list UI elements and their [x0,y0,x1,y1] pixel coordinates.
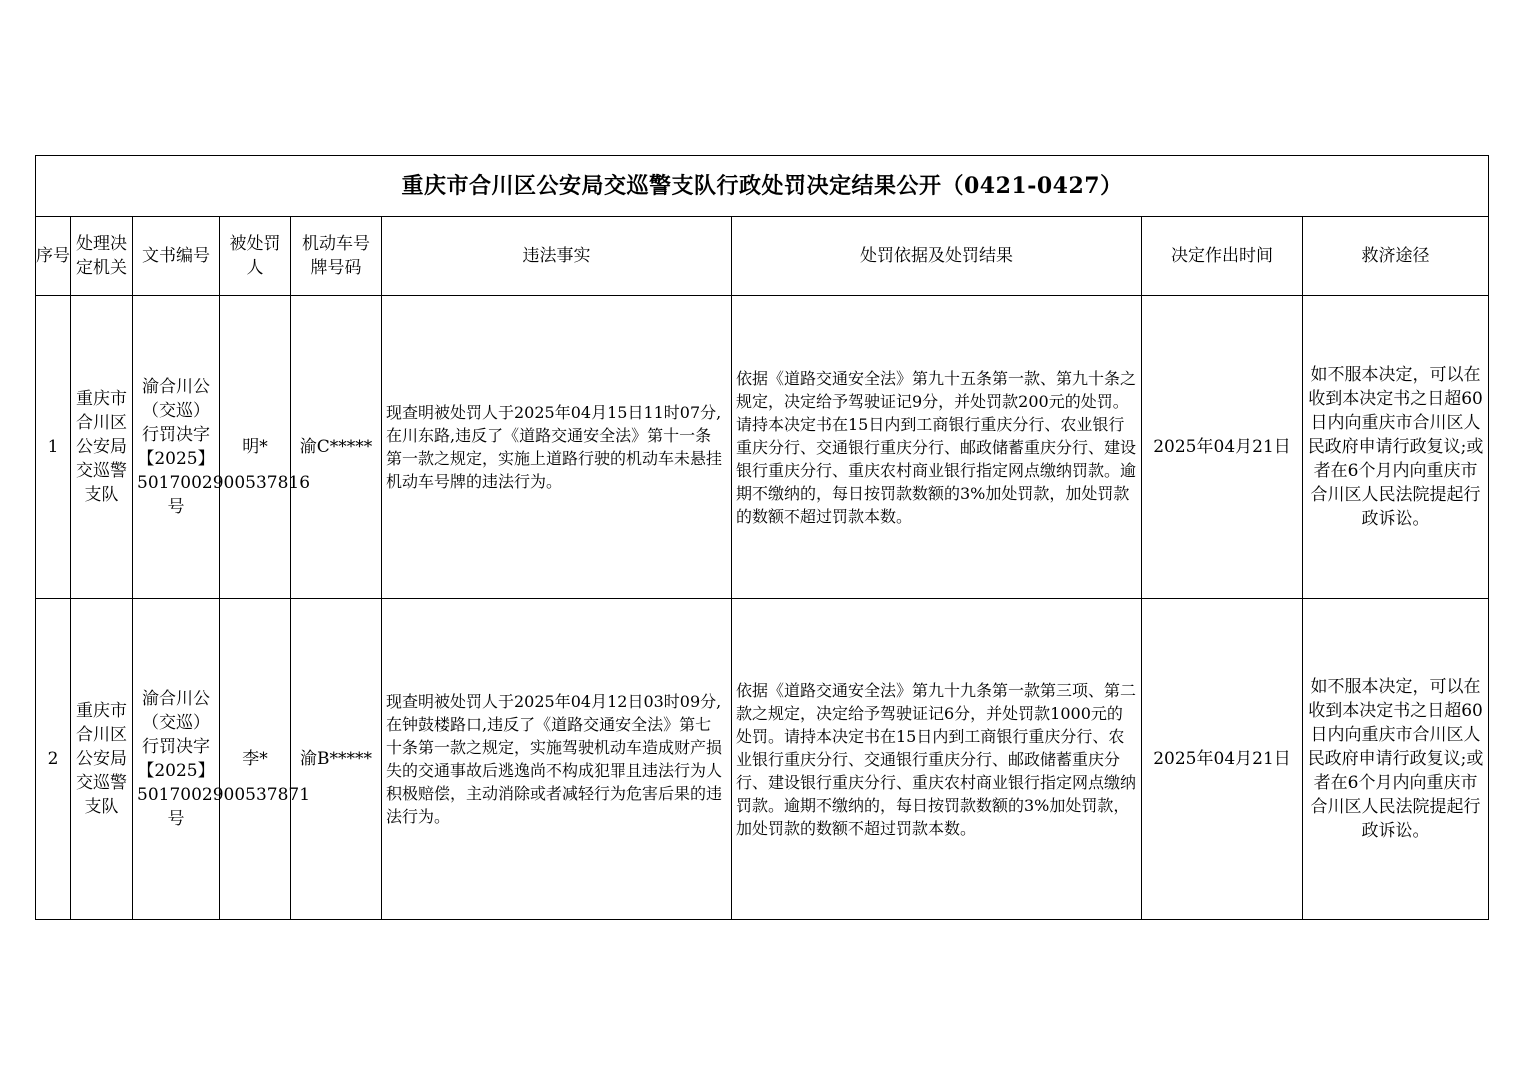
penalty-table [35,155,1489,920]
page-title: 重庆市合川区公安局交巡警支队行政处罚决定结果公开（0421-0427） [36,156,1489,217]
row-authority: 重庆市合川区公安局交巡警支队 [71,599,133,920]
header-basis: 处罚依据及处罚结果 [732,217,1142,296]
row-date: 2025年04月21日 [1142,599,1303,920]
table-row [36,296,1489,599]
row-doc-no: 渝合川公（交巡）行罚决字【2025】5017002900537871号 [133,599,220,920]
row-seq: 1 [36,296,71,599]
row-seq: 2 [36,599,71,920]
header-doc-no: 文书编号 [133,217,220,296]
header-seq: 序号 [36,217,71,296]
row-basis: 依据《道路交通安全法》第九十五条第一款、第九十条之规定，决定给予驾驶证记9分，并处罚款200元的处罚。请持本决定书在15日内到工商银行重庆分行、农业银行重庆分行、交通银行重庆分行、邮政储蓄重庆分行、建设银行重庆分行、重庆农村商业银行指定网点缴纳罚款。逾期不缴纳的，每日按罚款数额的3%加处罚款，加处罚款的数额不超过罚款本数。 [732,296,1142,599]
table-row [36,599,1489,920]
header-date: 决定作出时间 [1142,217,1303,296]
row-plate: 渝C***** [291,296,382,599]
row-doc-no: 渝合川公（交巡）行罚决字【2025】5017002900537816号 [133,296,220,599]
header-row [36,217,1489,296]
row-plate: 渝B***** [291,599,382,920]
row-date: 2025年04月21日 [1142,296,1303,599]
row-remedy: 如不服本决定，可以在收到本决定书之日超60日内向重庆市合川区人民政府申请行政复议;或者在6个月内向重庆市合川区人民法院提起行政诉讼。 [1303,599,1489,920]
header-plate: 机动车号牌号码 [291,217,382,296]
row-person: 明* [220,296,291,599]
header-authority: 处理决定机关 [71,217,133,296]
row-facts: 现查明被处罚人于2025年04月15日11时07分,在川东路,违反了《道路交通安全法》第十一条第一款之规定，实施上道路行驶的机动车未悬挂机动车号牌的违法行为。 [382,296,732,599]
row-person: 李* [220,599,291,920]
row-facts: 现查明被处罚人于2025年04月12日03时09分,在钟鼓楼路口,违反了《道路交通安全法》第七十条第一款之规定，实施驾驶机动车造成财产损失的交通事故后逃逸尚不构成犯罪且违法行为人积极赔偿，主动消除或者减轻行为危害后果的违法行为。 [382,599,732,920]
row-authority: 重庆市合川区公安局交巡警支队 [71,296,133,599]
header-person: 被处罚人 [220,217,291,296]
row-remedy: 如不服本决定，可以在收到本决定书之日超60日内向重庆市合川区人民政府申请行政复议;或者在6个月内向重庆市合川区人民法院提起行政诉讼。 [1303,296,1489,599]
header-facts: 违法事实 [382,217,732,296]
header-remedy: 救济途径 [1303,217,1489,296]
row-basis: 依据《道路交通安全法》第九十九条第一款第三项、第二款之规定，决定给予驾驶证记6分，并处罚款1000元的处罚。请持本决定书在15日内到工商银行重庆分行、农业银行重庆分行、交通银行重庆分行、邮政储蓄重庆分行、建设银行重庆分行、重庆农村商业银行指定网点缴纳罚款。逾期不缴纳的，每日按罚款数额的3%加处罚款，加处罚款的数额不超过罚款本数。 [732,599,1142,920]
